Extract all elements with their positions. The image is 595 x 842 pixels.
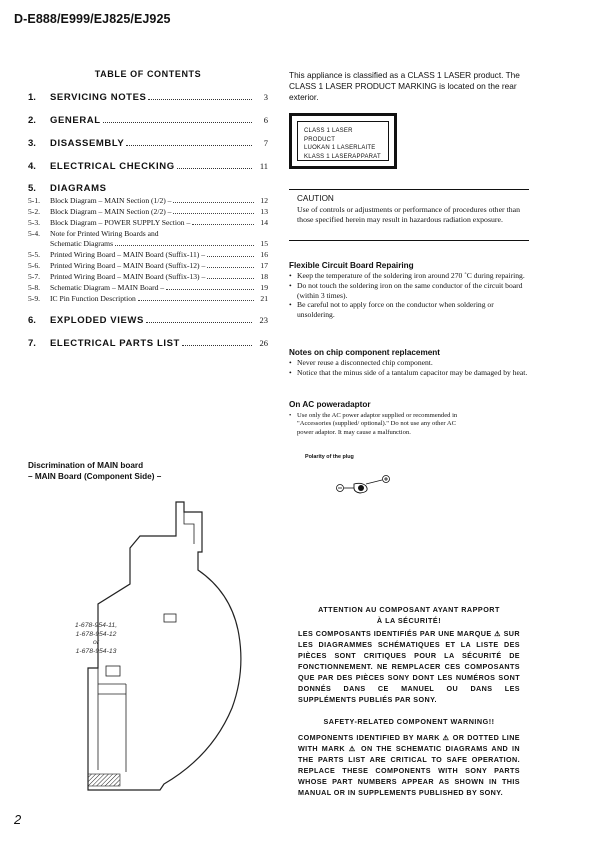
toc-subentry[interactable] [28, 261, 268, 271]
chip-notes-list [289, 358, 529, 378]
toc-entry[interactable] [28, 183, 268, 194]
ac-adaptor-list [289, 412, 469, 437]
toc-entry-label: DISASSEMBLY [50, 138, 125, 149]
toc-entry[interactable] [28, 115, 268, 126]
toc-entry-page: 26 [259, 338, 268, 348]
list-item: • Be careful not to apply force on the conductor when soldering or unsoldering. [289, 300, 529, 320]
leader-dots [173, 202, 254, 203]
leader-dots [115, 245, 254, 246]
list-item: • Use only the AC power adaptor supplied or recommended in "Accessories (supplied/ optional)." Do not use any other AC power adaptor. It may cause a malfunction. [289, 412, 469, 437]
caution-title: CAUTION [297, 194, 334, 203]
toc-entry-label: GENERAL [50, 115, 101, 126]
leader-dots [173, 213, 254, 214]
toc-subentry-label: Schematic Diagram – MAIN Board – [50, 283, 165, 292]
toc-entry[interactable] [28, 92, 268, 103]
part-number: 1-678-954-11, [74, 622, 118, 629]
toc-subentry[interactable] [28, 283, 268, 293]
toc-subentry-number: 5-6. [28, 261, 41, 270]
leader-dots [207, 278, 254, 279]
toc-entry-label: ELECTRICAL PARTS LIST [50, 338, 180, 349]
toc-entry-number: 7. [28, 338, 36, 349]
safety-fr-title-line: À LA SÉCURITÉ! [376, 616, 442, 625]
toc-subentry-number: 5-1. [28, 196, 41, 205]
toc-subentry-label: IC Pin Function Description [50, 294, 136, 303]
safety-fr-title-line: ATTENTION AU COMPOSANT AYANT RAPPORT [318, 605, 500, 614]
laser-product-label [289, 113, 397, 169]
toc-entry[interactable] [28, 138, 268, 149]
caution-box [289, 189, 529, 241]
toc-subentry-page: 14 [260, 218, 268, 227]
flexible-board-heading: Flexible Circuit Board Repairing [289, 261, 414, 270]
leader-dots [166, 289, 254, 290]
leader-dots [138, 300, 254, 301]
toc-subentry[interactable] [28, 239, 268, 249]
discrimination-heading [28, 460, 161, 482]
toc-subentry-label: Printed Wiring Board – MAIN Board (Suffix-13) – [50, 272, 206, 281]
toc-subentry[interactable] [28, 294, 268, 304]
list-item: • Do not touch the soldering iron on the same conductor of the circuit board (within 3 times). [289, 281, 529, 301]
laser-label-inner [297, 121, 389, 161]
leader-dots [207, 256, 254, 257]
page-number: 2 [14, 812, 22, 827]
toc-subentry-page: 21 [260, 294, 268, 303]
toc-subentry-number: 5-2. [28, 207, 41, 216]
list-item: • Never reuse a disconnected chip component. [289, 358, 529, 368]
toc-subentry-page: 19 [260, 283, 268, 292]
toc-entry[interactable] [28, 315, 268, 326]
toc-subentry-label: Printed Wiring Board – MAIN Board (Suffix-12) – [50, 261, 206, 270]
flexible-board-list [289, 271, 529, 320]
toc-subentry-page: 16 [260, 250, 268, 259]
toc-subentry[interactable] [28, 207, 268, 217]
board-part-numbers [54, 622, 138, 656]
toc-subentry-page: 12 [260, 196, 268, 205]
safety-en-body: COMPONENTS IDENTIFIED BY MARK ⚠ OR DOTTED LINE WITH MARK ⚠ ON THE SCHEMATIC DIAGRAMS AND IN THE PARTS LIST ARE CRITICAL TO SAFE OPERATION. REPLACE THESE COMPONENTS WITH SONY PARTS WHOSE PART NUMBERS APPEAR AS SHOWN IN THIS MANUAL OR IN SUPPLEMENTS PUBLISHED BY SONY. [298, 733, 520, 797]
toc-subentry[interactable] [28, 218, 268, 228]
discrimination-subtitle: – MAIN Board (Component Side) – [28, 472, 162, 481]
list-item: • Notice that the minus side of a tantalum capacitor may be damaged by heat. [289, 368, 529, 378]
toc-entry-number: 5. [28, 183, 36, 194]
toc-subentry-number: 5-9. [28, 294, 41, 303]
toc-entry[interactable] [28, 161, 268, 172]
toc-subentry-number: 5-4. [28, 229, 41, 238]
leader-dots [146, 322, 252, 323]
part-number: 1-678-954-13 [75, 647, 117, 655]
toc-entry-label: ELECTRICAL CHECKING [50, 161, 175, 172]
toc-entry-number: 6. [28, 315, 36, 326]
part-number: 1-678-954-12 [75, 630, 117, 638]
toc-subentry-number: 5-7. [28, 272, 41, 281]
toc-subentry-page: 17 [260, 261, 268, 270]
toc-subentry[interactable] [28, 196, 268, 206]
toc-subentry[interactable] [28, 229, 268, 239]
list-item: • Keep the temperature of the soldering iron around 270 ˚C during repairing. [289, 271, 529, 281]
leader-dots [182, 345, 252, 346]
leader-dots [207, 267, 254, 268]
toc-entry-number: 2. [28, 115, 36, 126]
toc-entry-label: SERVICING NOTES [50, 92, 147, 103]
toc-subentry-label: Printed Wiring Board – MAIN Board (Suffix-11) – [50, 250, 205, 259]
leader-dots [148, 99, 252, 100]
leader-dots [192, 224, 254, 225]
toc-entry-page: 11 [259, 161, 268, 171]
laser-label-line: LUOKAN 1 LASERLAITE [304, 145, 376, 152]
toc-entry-label: DIAGRAMS [50, 183, 107, 194]
toc-entry-number: 1. [28, 92, 36, 103]
toc-entry-label: EXPLODED VIEWS [50, 315, 144, 326]
toc-subentry-label: Schematic Diagrams [50, 239, 114, 248]
part-number: or [92, 639, 100, 647]
model-title: D-E888/E999/EJ825/EJ925 [14, 12, 171, 26]
chip-notes-heading: Notes on chip component replacement [289, 348, 441, 357]
leader-dots [103, 122, 252, 123]
plug-polarity-caption: Polarity of the plug [305, 454, 354, 460]
leader-dots [177, 168, 252, 169]
toc-subentry-number: 5-5. [28, 250, 41, 259]
toc-subentry-label: Block Diagram – MAIN Section (1/2) – [50, 196, 172, 205]
safety-en-title: SAFETY-RELATED COMPONENT WARNING!! [323, 717, 495, 726]
toc-subentry-page: 15 [260, 239, 268, 248]
toc-entry-page: 6 [263, 115, 268, 125]
ac-adaptor-heading: On AC poweradaptor [289, 400, 371, 409]
toc-subentry-page: 13 [260, 207, 268, 216]
toc-subentry-label: Block Diagram – MAIN Section (2/2) – [50, 207, 172, 216]
toc-subentry-label: Block Diagram – POWER SUPPLY Section – [50, 218, 191, 227]
toc-subentry-page: 18 [260, 272, 268, 281]
caution-text: Use of controls or adjustments or performance of procedures other than those specified herein may result in hazardous radiation exposure. [297, 205, 521, 224]
toc-entry-number: 4. [28, 161, 36, 172]
toc-subentry[interactable] [28, 250, 268, 260]
toc-subentry-number: 5-8. [28, 283, 41, 292]
toc-title: TABLE OF CONTENTS [94, 69, 202, 79]
plug-polarity-icon [334, 470, 394, 500]
toc-entry-page: 3 [263, 92, 268, 102]
toc-entry-page: 7 [263, 138, 268, 148]
laser-classification-text: This appliance is classified as a CLASS 1 LASER product. The CLASS 1 LASER PRODUCT MARKING is located on the rear exterior. [289, 70, 520, 102]
toc-subentry[interactable] [28, 272, 268, 282]
toc-subentry-label: Note for Printed Wiring Boards and [50, 229, 159, 238]
safety-fr-title [298, 604, 520, 626]
laser-label-line: KLASS 1 LASERAPPARAT [304, 153, 381, 160]
toc-entry[interactable] [28, 338, 268, 349]
toc-entry-number: 3. [28, 138, 36, 149]
leader-dots [126, 145, 252, 146]
laser-label-line: CLASS 1 LASER PRODUCT [304, 128, 353, 143]
safety-fr-body: LES COMPOSANTS IDENTIFIÉS PAR UNE MARQUE ⚠ SUR LES DIAGRAMMES SCHÉMATIQUES ET LA LISTE DES PIÈCES SONT CRITIQUES POUR LA SÉCURITÉ DE FONCTIONNEMENT. NE REMPLACER CES COMPOSANTS QUE PAR DES PIÈCES SONY DONT LES NUMÉROS SONT DONNÉS DANS CE MANUEL OU DANS LES SUPPLÉMENTS PUBLIÉS PAR SONY. [298, 629, 520, 704]
toc-subentry-number: 5-3. [28, 218, 41, 227]
discrimination-title: Discrimination of MAIN board [28, 461, 144, 470]
toc-entry-page: 23 [259, 315, 268, 325]
